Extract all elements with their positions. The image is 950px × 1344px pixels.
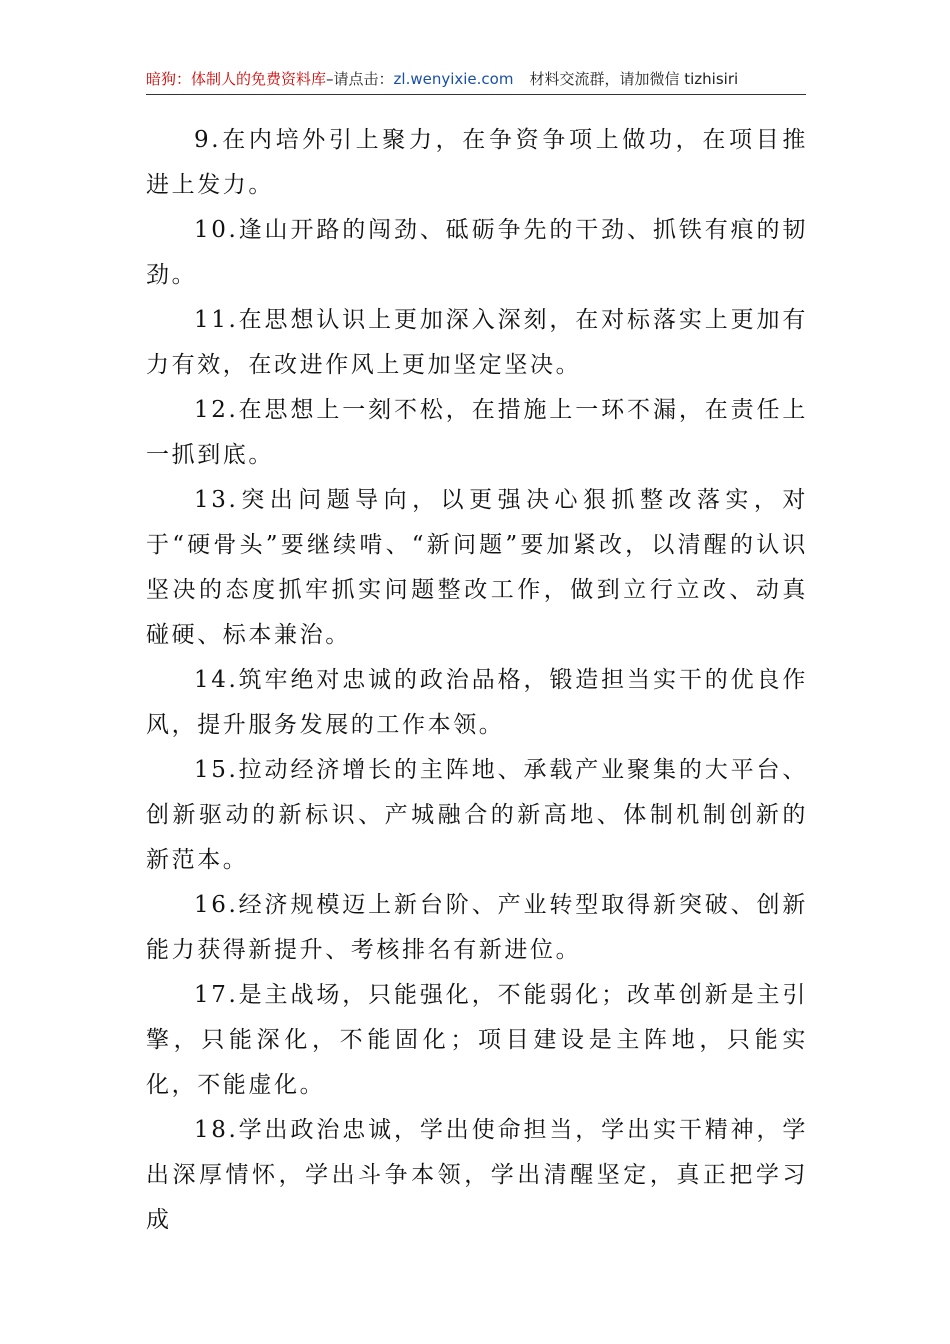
paragraph-18: 18.学出政治忠诚，学出使命担当，学出实干精神，学出深厚情怀，学出斗争本领，学出清醒坚定，真正把学习成 bbox=[146, 1117, 808, 1233]
header-url-link[interactable]: zl.wenyixie.com bbox=[393, 70, 514, 88]
document-body bbox=[146, 118, 808, 1243]
paragraph-9: 9.在内培外引上聚力，在争资争项上做功，在项目推进上发力。 bbox=[146, 127, 808, 198]
paragraph-14: 14.筑牢绝对忠诚的政治品格，锻造担当实干的优良作风，提升服务发展的工作本领。 bbox=[146, 667, 808, 738]
paragraph-12: 12.在思想上一刻不松，在措施上一环不漏，在责任上一抓到底。 bbox=[146, 397, 808, 468]
header-site-name: 暗狗：体制人的免费资料库 bbox=[146, 70, 327, 88]
paragraph-16: 16.经济规模迈上新台阶、产业转型取得新突破、创新能力获得新提升、考核排名有新进位。 bbox=[146, 892, 808, 963]
paragraph-10: 10.逢山开路的闯劲、砥砺争先的干劲、抓铁有痕的韧劲。 bbox=[146, 217, 808, 288]
header-click-prefix: –请点击： bbox=[326, 70, 394, 88]
paragraph-17: 17.是主战场，只能强化，不能弱化；改革创新是主引擎，只能深化，不能固化；项目建设是主阵地，只能实化，不能虚化。 bbox=[146, 982, 808, 1098]
paragraph-13: 13.突出问题导向，以更强决心狠抓整改落实，对于“硬骨头”要继续啃、“新问题”要加紧改，以清醒的认识坚决的态度抓牢抓实问题整改工作，做到立行立改、动真碰硬、标本兼治。 bbox=[146, 487, 808, 648]
page-header bbox=[146, 66, 806, 95]
paragraph-11: 11.在思想认识上更加深入深刻，在对标落实上更加有力有效，在改进作风上更加坚定坚决。 bbox=[146, 307, 808, 378]
header-wechat-note: 材料交流群，请加微信 tizhisiri bbox=[529, 70, 739, 88]
paragraph-15: 15.拉动经济增长的主阵地、承载产业聚集的大平台、创新驱动的新标识、产城融合的新高地、体制机制创新的新范本。 bbox=[146, 757, 808, 873]
